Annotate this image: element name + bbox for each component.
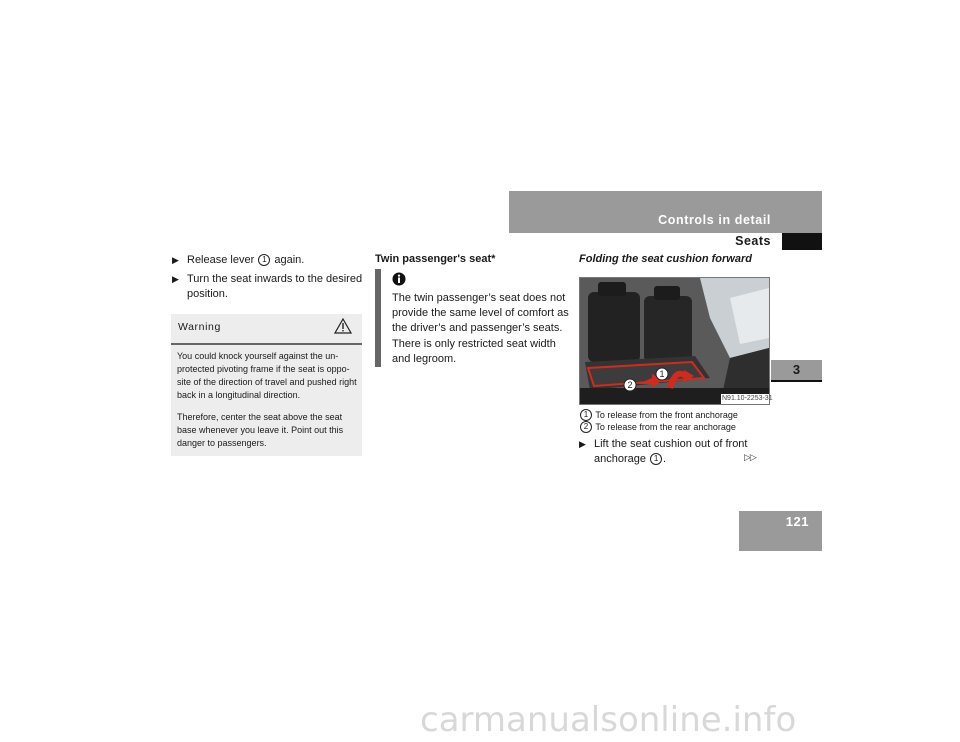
callout-ref: 1 (580, 409, 592, 421)
seat-photo (579, 277, 770, 405)
info-paragraph: There is only restricted seat width and legroom. (392, 338, 556, 365)
callout-ref: 1 (258, 254, 270, 266)
instruction-turn-seat (172, 272, 377, 302)
warning-paragraph: You could knock yourself against the un-protected pivoting frame if the seat is oppo-site of the direction of travel and pushed right back in a longitudinal direction. (177, 351, 357, 400)
instruction-text: Turn the seat inwards to the desired position. (187, 273, 363, 300)
caption-text: To release from the front anchorage (595, 410, 738, 420)
heading-twin-seat: Twin passenger's seat* (375, 253, 496, 265)
figure-code: N91.10-2253-31 (722, 395, 773, 402)
info-icon (392, 272, 406, 291)
header-black-tab (782, 233, 822, 250)
caption-front-anchorage (579, 409, 738, 421)
continued-arrow-icon: ▷▷ (744, 452, 756, 462)
instruction-text-end: . (663, 453, 667, 465)
warning-divider (171, 343, 362, 345)
chapter-number: 3 (792, 362, 801, 377)
heading-folding-cushion: Folding the seat cushion forward (579, 253, 752, 265)
callout-ref: 1 (650, 453, 662, 465)
instruction-text-end: again. (271, 254, 305, 266)
warning-paragraph: Therefore, center the seat above the seat base whenever you leave it. Point out this danger to passengers. (177, 412, 344, 448)
svg-text:1: 1 (659, 369, 665, 379)
section-title: Controls in detail (658, 213, 771, 227)
caption-text: To release from the rear anchorage (595, 422, 736, 432)
instruction-release-lever (172, 253, 377, 268)
bullet-arrow-icon: ▶ (172, 255, 179, 265)
instruction-text: Lift the seat cushion out of front anchorage (594, 438, 748, 465)
instruction-text: Release lever (187, 254, 258, 266)
bullet-arrow-icon: ▶ (579, 439, 586, 449)
subsection-title: Seats (735, 234, 771, 248)
bullet-arrow-icon: ▶ (172, 274, 179, 284)
info-paragraph: The twin passenger’s seat does not provide the same level of comfort as the driver’s and passenger’s seats. (392, 292, 569, 334)
callout-ref: 2 (580, 421, 592, 433)
svg-text:2: 2 (627, 380, 633, 390)
info-sidebar (375, 269, 381, 367)
warning-triangle-icon (334, 318, 352, 339)
warning-title: Warning (178, 321, 221, 333)
page-number: 121 (785, 514, 809, 529)
watermark: carmanualsonline.info (420, 700, 797, 740)
caption-rear-anchorage (579, 421, 736, 433)
